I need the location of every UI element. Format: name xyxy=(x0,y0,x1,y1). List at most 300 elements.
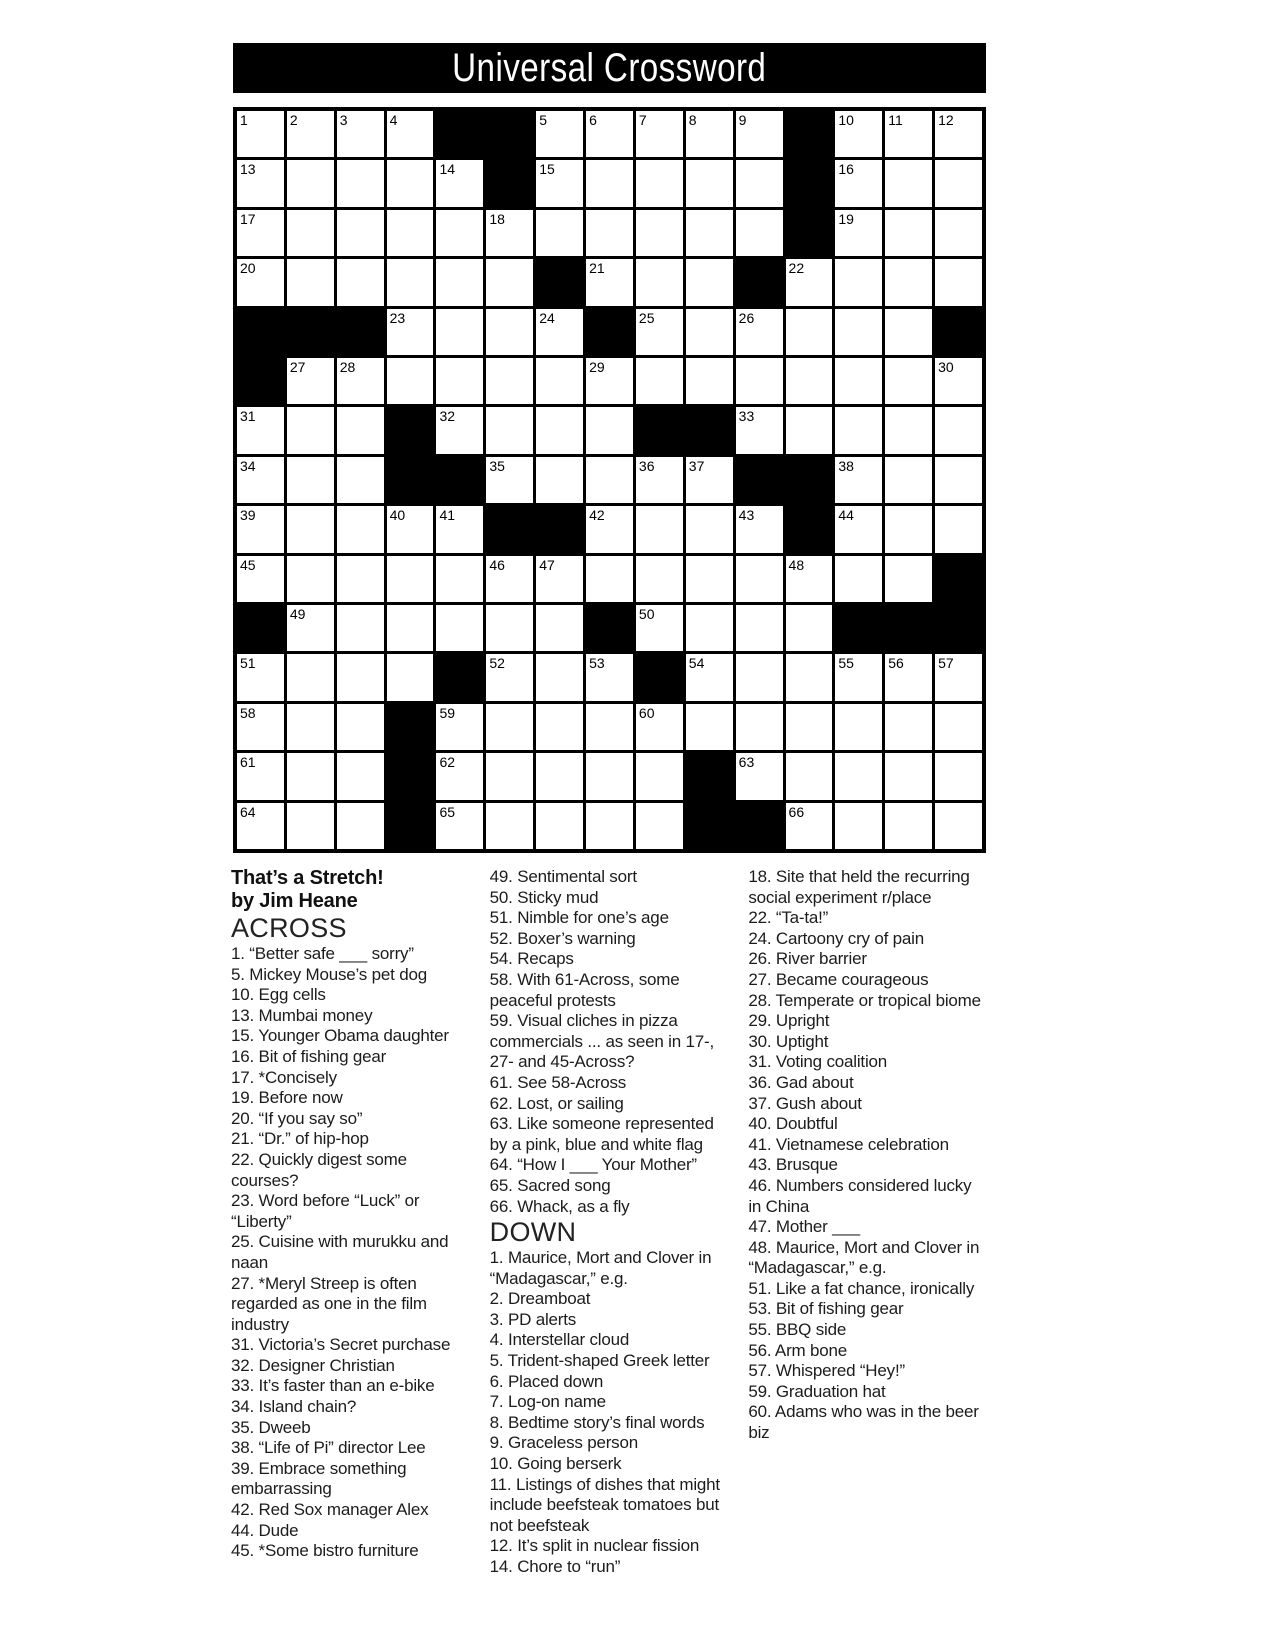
grid-cell[interactable] xyxy=(885,259,932,305)
grid-cell[interactable] xyxy=(287,654,334,700)
clue-across-22: 22. Quickly digest some courses? xyxy=(231,1149,407,1190)
grid-cell[interactable] xyxy=(835,654,882,700)
grid-cell[interactable] xyxy=(686,704,733,750)
grid-cell[interactable] xyxy=(736,753,783,799)
clue-across-39: 39. Embrace something embarrassing xyxy=(231,1458,407,1499)
cell-number: 63 xyxy=(738,754,755,771)
grid-cell[interactable] xyxy=(636,605,683,651)
clue-down-4: 4. Interstellar cloud xyxy=(489,1330,630,1350)
grid-cell-black xyxy=(436,654,483,700)
grid-cell[interactable] xyxy=(885,457,932,503)
grid-cell-black xyxy=(536,259,583,305)
grid-cell[interactable] xyxy=(486,210,533,256)
clue-across-1: 1. “Better safe ___ sorry” xyxy=(231,944,414,963)
grid-cell[interactable] xyxy=(387,259,434,305)
grid-cell[interactable] xyxy=(835,111,882,157)
grid-cell[interactable] xyxy=(736,358,783,404)
grid-cell[interactable] xyxy=(486,309,533,355)
grid-cell[interactable] xyxy=(436,259,483,305)
clue-across-15: 15. Younger Obama daughter xyxy=(231,1026,449,1046)
grid-cell[interactable] xyxy=(686,210,733,256)
grid-cell[interactable] xyxy=(885,407,932,453)
grid-cell-black xyxy=(686,407,733,453)
grid-cell[interactable] xyxy=(436,556,483,602)
cell-number: 23 xyxy=(389,309,406,326)
grid-cell[interactable] xyxy=(387,556,434,602)
grid-cell[interactable] xyxy=(486,259,533,305)
grid-cell[interactable] xyxy=(835,210,882,256)
cell-number: 44 xyxy=(838,507,854,524)
grid-cell[interactable] xyxy=(536,704,583,750)
grid-cell[interactable] xyxy=(337,407,384,453)
clue-down-60: 60. Adams who was in the beer biz xyxy=(748,1402,979,1443)
grid-cell[interactable] xyxy=(237,803,284,849)
clue-down-59: 59. Graduation hat xyxy=(748,1381,886,1401)
grid-cell-black xyxy=(387,803,434,849)
grid-cell[interactable] xyxy=(337,556,384,602)
grid-cell[interactable] xyxy=(287,704,334,750)
grid-cell[interactable] xyxy=(935,210,982,256)
grid-cell[interactable] xyxy=(835,803,882,849)
cell-number: 7 xyxy=(638,112,647,128)
grid-cell[interactable] xyxy=(786,704,833,750)
clues-section xyxy=(231,867,986,1579)
clue-across-42: 42. Red Sox manager Alex xyxy=(231,1500,429,1520)
grid-cell[interactable] xyxy=(337,111,384,157)
grid-cell[interactable] xyxy=(436,704,483,750)
grid-cell-black xyxy=(686,753,733,799)
grid-cell[interactable] xyxy=(287,111,334,157)
grid-cell[interactable] xyxy=(636,704,683,750)
grid-cell[interactable] xyxy=(387,605,434,651)
clue-down-12: 12. It’s split in nuclear fission xyxy=(489,1536,700,1556)
grid-cell[interactable] xyxy=(536,160,583,206)
grid-cell[interactable] xyxy=(935,803,982,849)
grid-cell[interactable] xyxy=(337,753,384,799)
grid-cell-black xyxy=(935,309,982,355)
cell-number: 61 xyxy=(240,754,256,771)
cell-number: 26 xyxy=(738,309,755,326)
grid-cell[interactable] xyxy=(586,506,633,552)
cell-number: 41 xyxy=(439,507,456,524)
grid-cell[interactable] xyxy=(486,704,533,750)
grid-cell[interactable] xyxy=(786,803,833,849)
grid-cell[interactable] xyxy=(237,259,284,305)
cell-number: 24 xyxy=(539,309,555,326)
grid-cell[interactable] xyxy=(436,309,483,355)
grid-cell[interactable] xyxy=(885,556,932,602)
cell-number: 3 xyxy=(339,112,348,128)
grid-cell-black xyxy=(935,556,982,602)
grid-cell[interactable] xyxy=(885,309,932,355)
grid-cell-black xyxy=(436,111,483,157)
grid-cell[interactable] xyxy=(287,803,334,849)
grid-cell-black xyxy=(786,160,833,206)
grid-cell[interactable] xyxy=(835,506,882,552)
grid-cell[interactable] xyxy=(586,704,633,750)
grid-cell[interactable] xyxy=(786,358,833,404)
cell-number: 55 xyxy=(838,655,854,672)
grid-cell[interactable] xyxy=(337,358,384,404)
grid-cell[interactable] xyxy=(287,506,334,552)
grid-cell[interactable] xyxy=(686,358,733,404)
grid-cell[interactable] xyxy=(387,111,434,157)
grid-cell[interactable] xyxy=(337,457,384,503)
clue-down-43: 43. Brusque xyxy=(748,1155,838,1175)
clue-across-34: 34. Island chain? xyxy=(231,1397,357,1417)
grid-cell[interactable] xyxy=(636,753,683,799)
grid-cell-black xyxy=(636,407,683,453)
grid-cell[interactable] xyxy=(387,506,434,552)
grid-cell[interactable] xyxy=(736,111,783,157)
grid-cell[interactable] xyxy=(736,407,783,453)
grid-cell[interactable] xyxy=(287,160,334,206)
clue-down-46: 46. Numbers considered lucky in China xyxy=(748,1175,972,1216)
grid-cell[interactable] xyxy=(885,358,932,404)
cell-number: 33 xyxy=(738,408,755,425)
grid-cell[interactable] xyxy=(486,407,533,453)
grid-cell[interactable] xyxy=(636,506,683,552)
grid-cell-black xyxy=(387,457,434,503)
grid-cell[interactable] xyxy=(586,407,633,453)
grid-cell[interactable] xyxy=(636,457,683,503)
grid-cell-black xyxy=(287,309,334,355)
cell-number: 28 xyxy=(339,359,356,375)
grid-cell[interactable] xyxy=(536,210,583,256)
grid-cell-black xyxy=(387,753,434,799)
grid-cell[interactable] xyxy=(636,111,683,157)
grid-cell[interactable] xyxy=(935,407,982,453)
clue-down-47: 47. Mother ___ xyxy=(748,1217,860,1237)
cell-number: 42 xyxy=(589,507,605,524)
clue-across-63: 63. Like someone represented by a pink, blue and white flag xyxy=(489,1114,714,1154)
clue-down-31: 31. Voting coalition xyxy=(748,1052,888,1072)
grid-cell[interactable] xyxy=(436,407,483,453)
grid-cell-black xyxy=(237,358,284,404)
grid-cell[interactable] xyxy=(736,654,783,700)
grid-cell[interactable] xyxy=(436,753,483,799)
grid-cell[interactable] xyxy=(935,753,982,799)
cell-number: 4 xyxy=(389,112,398,128)
grid-cell[interactable] xyxy=(835,704,882,750)
grid-cell[interactable] xyxy=(835,457,882,503)
clue-down-22: 22. “Ta-ta!” xyxy=(748,908,829,928)
grid-cell[interactable] xyxy=(885,506,932,552)
clue-across-25: 25. Cuisine with murukku and naan xyxy=(231,1232,449,1272)
clue-down-53: 53. Bit of fishing gear xyxy=(748,1299,904,1319)
grid-cell[interactable] xyxy=(736,605,783,651)
grid-cell[interactable] xyxy=(387,654,434,700)
grid-cell[interactable] xyxy=(536,407,583,453)
grid-cell[interactable] xyxy=(636,803,683,849)
cell-number: 8 xyxy=(688,112,697,128)
grid-cell[interactable] xyxy=(686,654,733,700)
clue-down-24: 24. Cartoony cry of pain xyxy=(748,928,924,948)
grid-cell[interactable] xyxy=(636,358,683,404)
grid-cell[interactable] xyxy=(636,210,683,256)
grid-cell[interactable] xyxy=(536,803,583,849)
grid-cell[interactable] xyxy=(337,654,384,700)
grid-cell[interactable] xyxy=(786,753,833,799)
grid-cell[interactable] xyxy=(636,556,683,602)
puzzle-byline: by Jim Heane xyxy=(231,890,358,912)
grid-cell[interactable] xyxy=(237,704,284,750)
grid-cell[interactable] xyxy=(686,605,733,651)
grid-cell[interactable] xyxy=(835,259,882,305)
masthead-title: Universal Crossword xyxy=(452,45,767,90)
grid-cell[interactable] xyxy=(436,160,483,206)
grid-cell[interactable] xyxy=(686,506,733,552)
grid-cell[interactable] xyxy=(686,111,733,157)
cell-number: 50 xyxy=(638,606,655,622)
clue-across-62: 62. Lost, or sailing xyxy=(489,1093,624,1113)
grid-cell[interactable] xyxy=(436,358,483,404)
grid-cell[interactable] xyxy=(935,654,982,700)
cell-number: 64 xyxy=(240,803,256,820)
grid-cell[interactable] xyxy=(835,160,882,206)
clue-across-44: 44. Dude xyxy=(231,1520,299,1540)
clue-down-55: 55. BBQ side xyxy=(748,1320,847,1340)
grid-cell[interactable] xyxy=(287,605,334,651)
grid-cell-black xyxy=(835,605,882,651)
clue-down-56: 56. Arm bone xyxy=(748,1340,848,1360)
grid-cell[interactable] xyxy=(387,309,434,355)
grid-cell[interactable] xyxy=(436,605,483,651)
grid-cell[interactable] xyxy=(387,210,434,256)
clue-across-45: 45. *Some bistro furniture xyxy=(231,1541,419,1561)
grid-cell-black xyxy=(237,309,284,355)
grid-cell[interactable] xyxy=(237,556,284,602)
clue-down-5: 5. Trident-shaped Greek letter xyxy=(489,1351,710,1371)
grid-cell[interactable] xyxy=(935,506,982,552)
grid-cell[interactable] xyxy=(736,309,783,355)
clue-down-26: 26. River barrier xyxy=(748,949,867,969)
grid-cell[interactable] xyxy=(786,556,833,602)
clue-down-3: 3. PD alerts xyxy=(489,1309,577,1329)
grid-cell[interactable] xyxy=(586,654,633,700)
grid-cell[interactable] xyxy=(486,457,533,503)
grid-cell[interactable] xyxy=(436,506,483,552)
grid-cell[interactable] xyxy=(835,753,882,799)
cell-number: 15 xyxy=(539,161,555,178)
grid-cell[interactable] xyxy=(935,160,982,206)
grid-cell[interactable] xyxy=(287,556,334,602)
grid-cell-black xyxy=(935,605,982,651)
grid-cell[interactable] xyxy=(237,160,284,206)
cell-number: 12 xyxy=(938,112,954,128)
grid-cell[interactable] xyxy=(636,160,683,206)
grid-cell[interactable] xyxy=(287,753,334,799)
grid-cell[interactable] xyxy=(885,753,932,799)
grid-cell[interactable] xyxy=(237,407,284,453)
clue-across-61: 61. See 58-Across xyxy=(489,1072,627,1092)
grid-cell[interactable] xyxy=(337,160,384,206)
grid-cell[interactable] xyxy=(287,407,334,453)
grid-cell[interactable] xyxy=(736,704,783,750)
grid-cell[interactable] xyxy=(885,210,932,256)
grid-cell[interactable] xyxy=(686,457,733,503)
cell-number: 36 xyxy=(638,457,655,474)
grid-cell[interactable] xyxy=(786,407,833,453)
clue-down-51: 51. Like a fat chance, ironically xyxy=(748,1278,975,1298)
grid-cell[interactable] xyxy=(287,457,334,503)
grid-cell[interactable] xyxy=(536,309,583,355)
grid-cell[interactable] xyxy=(536,605,583,651)
grid-cell[interactable] xyxy=(237,210,284,256)
cell-number: 1 xyxy=(240,112,248,128)
grid-cell[interactable] xyxy=(287,210,334,256)
grid-cell[interactable] xyxy=(586,803,633,849)
grid-cell[interactable] xyxy=(935,111,982,157)
grid-cell[interactable] xyxy=(885,654,932,700)
grid-cell[interactable] xyxy=(586,111,633,157)
grid-cell[interactable] xyxy=(536,654,583,700)
grid-cell[interactable] xyxy=(586,160,633,206)
grid-cell[interactable] xyxy=(885,111,932,157)
cell-number: 51 xyxy=(240,655,256,672)
cell-number: 45 xyxy=(240,556,256,573)
clue-across-52: 52. Boxer’s warning xyxy=(489,928,636,948)
grid-cell[interactable] xyxy=(486,753,533,799)
clue-down-41: 41. Vietnamese celebration xyxy=(748,1134,949,1154)
grid-cell[interactable] xyxy=(935,259,982,305)
grid-cell[interactable] xyxy=(736,556,783,602)
cell-number: 19 xyxy=(838,210,854,227)
cell-number: 14 xyxy=(439,161,456,178)
grid-cell[interactable] xyxy=(586,358,633,404)
clue-down-36: 36. Gad about xyxy=(748,1072,854,1092)
grid-cell[interactable] xyxy=(337,210,384,256)
cell-number: 5 xyxy=(539,112,547,128)
grid-cell[interactable] xyxy=(486,803,533,849)
clue-down-6: 6. Placed down xyxy=(489,1371,604,1391)
grid-cell[interactable] xyxy=(935,358,982,404)
clue-down-28: 28. Temperate or tropical biome xyxy=(748,990,981,1010)
grid-cell-black xyxy=(586,605,633,651)
clue-down-14: 14. Chore to “run” xyxy=(489,1557,621,1576)
grid-cell[interactable] xyxy=(786,309,833,355)
grid-cell[interactable] xyxy=(736,506,783,552)
grid-cell[interactable] xyxy=(586,210,633,256)
clue-across-27: 27. *Meryl Streep is often regarded as one in the film industry xyxy=(231,1273,427,1334)
cell-number: 13 xyxy=(240,161,256,178)
grid-cell[interactable] xyxy=(536,753,583,799)
cell-number: 52 xyxy=(489,655,505,672)
grid-cell[interactable] xyxy=(287,358,334,404)
clue-across-59: 59. Visual cliches in pizza commercials ... as seen in 17-, 27- and 45-Across? xyxy=(489,1011,714,1072)
grid-cell[interactable] xyxy=(885,803,932,849)
puzzle-title: That’s a Stretch! xyxy=(231,867,384,889)
grid-cell[interactable] xyxy=(686,309,733,355)
crossword-grid xyxy=(233,107,986,853)
grid-cell-black xyxy=(387,704,434,750)
grid-cell[interactable] xyxy=(835,407,882,453)
grid-cell[interactable] xyxy=(786,259,833,305)
clue-across-16: 16. Bit of fishing gear xyxy=(231,1046,387,1066)
grid-cell[interactable] xyxy=(736,210,783,256)
grid-cell[interactable] xyxy=(237,457,284,503)
grid-cell[interactable] xyxy=(736,160,783,206)
down-heading: DOWN xyxy=(489,1217,577,1248)
grid-cell[interactable] xyxy=(436,803,483,849)
cell-number: 9 xyxy=(738,112,747,128)
cell-number: 60 xyxy=(638,704,655,721)
grid-cell[interactable] xyxy=(486,654,533,700)
grid-cell[interactable] xyxy=(387,358,434,404)
grid-cell[interactable] xyxy=(436,210,483,256)
clue-across-31: 31. Victoria’s Secret purchase xyxy=(231,1335,451,1355)
clue-across-23: 23. Word before “Luck” or “Liberty” xyxy=(231,1191,420,1231)
grid-cell[interactable] xyxy=(486,358,533,404)
grid-cell[interactable] xyxy=(337,605,384,651)
grid-cell[interactable] xyxy=(686,259,733,305)
grid-cell[interactable] xyxy=(337,259,384,305)
cell-number: 38 xyxy=(838,457,854,474)
clue-down-8: 8. Bedtime story’s final words xyxy=(489,1412,705,1432)
grid-cell[interactable] xyxy=(835,556,882,602)
grid-cell-black xyxy=(586,309,633,355)
grid-cell[interactable] xyxy=(337,506,384,552)
grid-cell[interactable] xyxy=(686,160,733,206)
clue-across-33: 33. It’s faster than an e-bike xyxy=(231,1376,435,1396)
grid-cell[interactable] xyxy=(636,259,683,305)
grid-cell[interactable] xyxy=(586,753,633,799)
grid-cell[interactable] xyxy=(337,803,384,849)
clue-down-40: 40. Doubtful xyxy=(748,1114,838,1134)
cell-number: 49 xyxy=(289,606,306,622)
grid-cell[interactable] xyxy=(786,654,833,700)
grid-cell[interactable] xyxy=(536,457,583,503)
grid-cell[interactable] xyxy=(586,457,633,503)
grid-cell-black xyxy=(786,506,833,552)
cell-number: 57 xyxy=(938,655,954,672)
grid-cell[interactable] xyxy=(536,111,583,157)
grid-cell[interactable] xyxy=(237,506,284,552)
grid-cell[interactable] xyxy=(536,358,583,404)
grid-cell[interactable] xyxy=(835,309,882,355)
grid-cell[interactable] xyxy=(237,654,284,700)
grid-cell[interactable] xyxy=(486,556,533,602)
clue-down-57: 57. Whispered “Hey!” xyxy=(748,1361,905,1381)
cell-number: 54 xyxy=(688,655,705,672)
grid-cell[interactable] xyxy=(636,309,683,355)
cell-number: 20 xyxy=(240,260,256,277)
grid-cell[interactable] xyxy=(237,753,284,799)
grid-cell[interactable] xyxy=(835,358,882,404)
grid-cell[interactable] xyxy=(287,259,334,305)
grid-cell[interactable] xyxy=(337,704,384,750)
clue-down-11: 11. Listings of dishes that might include beefsteak tomatoes but not beefsteak xyxy=(489,1474,720,1535)
grid-cell[interactable] xyxy=(786,605,833,651)
grid-cell[interactable] xyxy=(686,556,733,602)
grid-cell[interactable] xyxy=(486,605,533,651)
grid-cell[interactable] xyxy=(885,704,932,750)
cell-number: 62 xyxy=(439,754,456,771)
grid-cell[interactable] xyxy=(586,259,633,305)
grid-cell[interactable] xyxy=(237,111,284,157)
grid-cell[interactable] xyxy=(935,704,982,750)
clue-down-9: 9. Graceless person xyxy=(489,1433,638,1453)
grid-cell[interactable] xyxy=(536,556,583,602)
grid-cell[interactable] xyxy=(586,556,633,602)
grid-cell[interactable] xyxy=(387,160,434,206)
grid-cell-black xyxy=(436,457,483,503)
clue-across-17: 17. *Concisely xyxy=(231,1067,337,1087)
grid-cell[interactable] xyxy=(885,160,932,206)
grid-cell[interactable] xyxy=(935,457,982,503)
grid-cell-black xyxy=(486,160,533,206)
grid-cell-black xyxy=(786,111,833,157)
